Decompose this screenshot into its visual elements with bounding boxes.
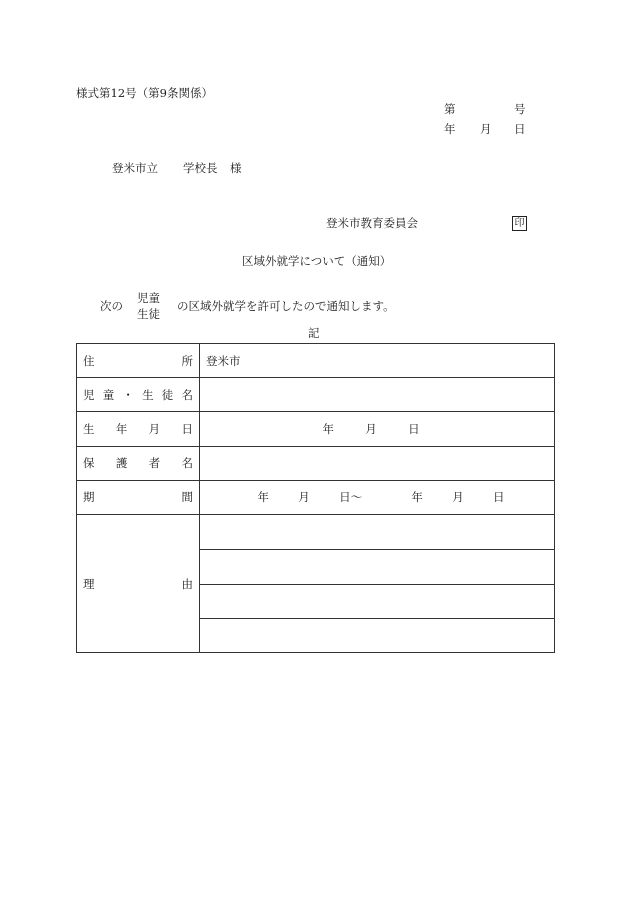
reason-label: 理 由 [77, 515, 200, 653]
period-value: 年 月 日〜 年 月 日 [200, 480, 555, 514]
ki-label: 記 [308, 326, 320, 340]
seal-stamp: 印 [512, 216, 527, 231]
doc-number-dai: 第 [444, 102, 456, 116]
table-row-reason-1 [77, 515, 555, 550]
address-label: 住 所 [77, 344, 200, 378]
birth-date-value: 年 月 日 [200, 412, 555, 446]
date-month: 月 [480, 122, 492, 136]
addressee-sama: 様 [230, 161, 242, 175]
date-day: 日 [514, 122, 526, 136]
body-option-seito: 生徒 [137, 307, 160, 321]
document-title: 区域外就学について（通知） [242, 254, 392, 268]
issuer-name: 登米市教育委員会 [326, 216, 418, 230]
addressee-city: 登米市立 [112, 161, 158, 175]
address-value: 登米市 [200, 344, 555, 378]
student-name-value [200, 378, 555, 412]
form-number: 様式第12号（第9条関係） [76, 86, 213, 100]
body-suffix: の区域外就学を許可したので通知します。 [177, 299, 395, 313]
guardian-value [200, 446, 555, 480]
table-row-address [77, 344, 555, 378]
table-row-guardian [77, 446, 555, 480]
permit-table [76, 343, 555, 653]
reason-line-4 [200, 618, 555, 652]
birth-date-label: 生 年 月 日 [77, 412, 200, 446]
student-name-label: 児 童 ・ 生 徒 名 [77, 378, 200, 412]
reason-line-1 [200, 515, 555, 550]
reason-line-3 [200, 584, 555, 618]
period-label: 期 間 [77, 480, 200, 514]
table-row-student-name [77, 378, 555, 412]
date-year: 年 [444, 122, 456, 136]
doc-number-go: 号 [514, 102, 526, 116]
addressee-principal: 学校長 [183, 161, 218, 175]
table-row-period [77, 480, 555, 514]
body-option-jido: 児童 [137, 291, 160, 305]
body-prefix: 次の [100, 299, 123, 313]
table-row-birth-date [77, 412, 555, 446]
reason-line-2 [200, 550, 555, 584]
guardian-label: 保 護 者 名 [77, 446, 200, 480]
